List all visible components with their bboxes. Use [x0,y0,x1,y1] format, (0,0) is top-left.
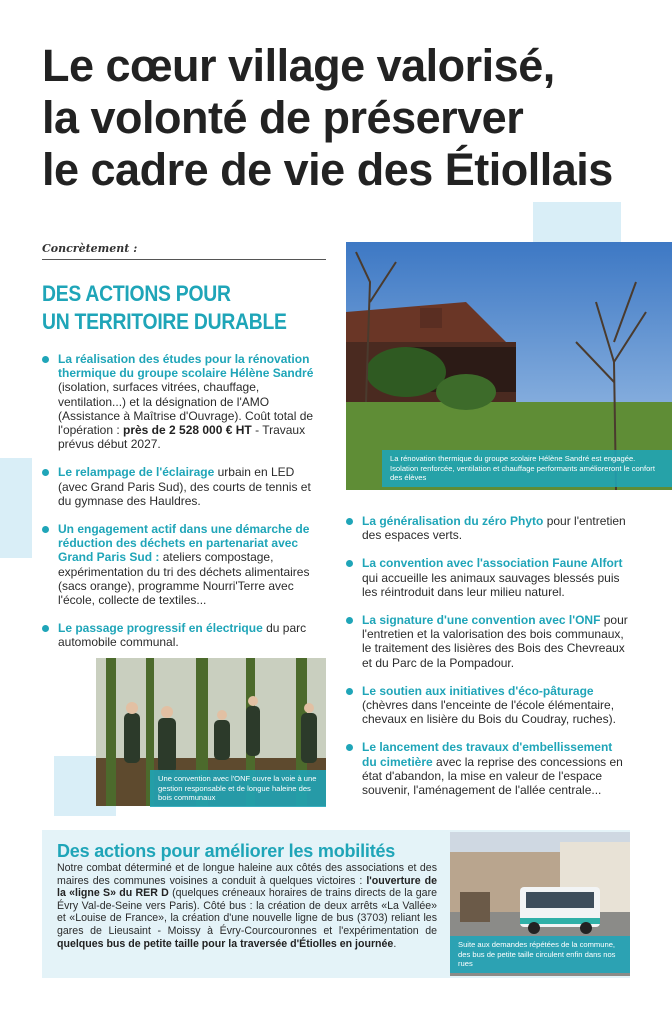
list-item: Le relampage de l'éclairage urbain en LED (avec Grand Paris Sud), des courts de tennis et du gymnase des Hauldres. [42,465,326,508]
left-bullet-list [42,352,326,664]
list-item: Le soutien aux initiatives d'éco-pâturage (chèvres dans l'enceinte de l'école élémentaire, chevaux en lisière du Bois du Coudray, ruches). [346,684,630,727]
photo-caption: La rénovation thermique du groupe scolaire Hélène Sandré est engagée. Isolation renforcée, ventilation et chauffage performants amélioreront le confort des élèves [382,450,672,487]
list-item: La convention avec l'association Faune Alfort qui accueille les animaux sauvages blessés puis les réintroduit dans leur milieu naturel. [346,556,630,599]
photo-caption: Une convention avec l'ONF ouvre la voie à une gestion responsable et de longue haleine des bois communaux [150,770,326,807]
list-item: La généralisation du zéro Phyto pour l'entretien des espaces verts. [346,514,630,542]
mobility-title: Des actions pour améliorer les mobilités [57,841,396,861]
photo-caption: Suite aux demandes répétées de la commune, des bus de petite taille circulent enfin dans nos rues [450,936,630,973]
section-kicker: Concrètement : [42,242,326,260]
section-title: DES ACTIONS POUR UN TERRITOIRE DURABLE [42,281,287,334]
bullet-dot-icon [346,744,353,751]
bullet-dot-icon [346,518,353,525]
list-item: Un engagement actif dans une démarche de réduction des déchets en partenariat avec Grand Paris Sud : ateliers compostage, expérimentation du tri des déchets alimentaires (sacs orange), programme Nourri'Terre avec l'école, collecte de textiles... [42,522,326,607]
bullet-dot-icon [42,356,49,363]
list-item: Le lancement des travaux d'embellissement du cimetière avec la reprise des concessions en état d'abandon, la mise en valeur de l'espace souvenir, l'aménagement de l'allée centrale... [346,740,630,797]
mobility-text: Notre combat déterminé et de longue haleine aux côtés des associations et des maires des communes voisines a conduit à quelques victoires : l'ouverture de la «ligne S» du RER D (quelques créneaux horaires de trains directs de la gare Évry Val-de-Seine vers Paris). Côté bus : la création de deux arrêts «La Vallée» et «Louise de France», la création d'une nouvelle ligne de bus (3703) reliant les gares de Lieusaint - Moissy à Évry-Courcouronnes et l'expérimentation de quelques bus de petite taille pour la traversée d'Étiolles en journée. [57,862,437,950]
bullet-dot-icon [346,688,353,695]
list-item: La signature d'une convention avec l'ONF pour l'entretien et la valorisation des bois communaux, le traitement des lisières des Bois des Chevreaux et du Parc de la Pompadour. [346,613,630,670]
page-title: Le cœur village valorisé, la volonté de préserver le cadre de vie des Étiollais [42,40,613,195]
decorative-square [0,458,32,558]
list-item: Le passage progressif en électrique du parc automobile communal. [42,621,326,649]
bullet-dot-icon [42,625,49,632]
list-item: La réalisation des études pour la rénovation thermique du groupe scolaire Hélène Sandré (isolation, surfaces vitrées, chauffage, ventilation...) et la désignation de l'AMO (Assistance à Maîtrise d'Ouvrage). Coût total de l'opération : près de 2 528 000 € HT - Travaux prévus début 2027. [42,352,326,451]
bullet-dot-icon [346,617,353,624]
right-bullet-list [346,514,630,811]
bullet-dot-icon [42,526,49,533]
bullet-dot-icon [346,560,353,567]
bullet-dot-icon [42,469,49,476]
